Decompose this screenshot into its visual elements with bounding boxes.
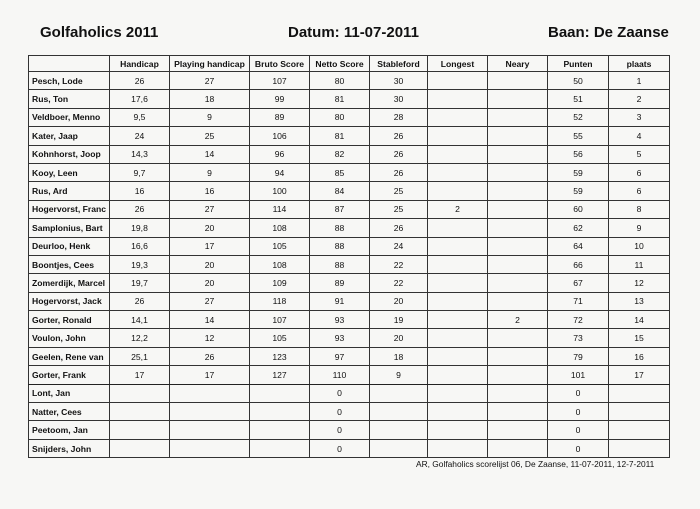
- table-cell: [370, 421, 428, 439]
- table-cell: 5: [609, 145, 670, 163]
- document-course: Baan: De Zaanse: [548, 24, 669, 41]
- table-cell: 8: [609, 200, 670, 218]
- table-cell: 94: [250, 163, 310, 181]
- table-cell: [370, 439, 428, 457]
- table-cell: 26: [110, 292, 170, 310]
- table-cell: 0: [310, 403, 370, 421]
- table-cell: [170, 439, 250, 457]
- table-cell: [428, 347, 488, 365]
- table-cell: 26: [370, 219, 428, 237]
- table-cell: 26: [110, 72, 170, 90]
- table-cell: 20: [170, 255, 250, 273]
- table-cell: 28: [370, 108, 428, 126]
- table-row: [29, 182, 670, 200]
- table-cell: [428, 366, 488, 384]
- table-cell: [488, 145, 548, 163]
- player-name-cell: Geelen, Rene van: [29, 347, 110, 365]
- table-cell: 12,2: [110, 329, 170, 347]
- table-cell: 0: [548, 403, 609, 421]
- table-cell: 16: [609, 347, 670, 365]
- table-cell: 52: [548, 108, 609, 126]
- table-cell: 0: [548, 439, 609, 457]
- document-date: Datum: 11-07-2011: [288, 24, 419, 41]
- table-row: [29, 329, 670, 347]
- table-cell: [609, 403, 670, 421]
- table-cell: 14: [170, 311, 250, 329]
- table-cell: [488, 292, 548, 310]
- table-cell: 20: [170, 274, 250, 292]
- player-name-cell: Boontjes, Cees: [29, 255, 110, 273]
- document-footer: AR, Golfaholics scorelijst 06, De Zaanse, 11-07-2011, 12-7-2011: [416, 459, 655, 469]
- table-cell: 9: [170, 163, 250, 181]
- table-cell: 0: [310, 384, 370, 402]
- table-cell: 9: [609, 219, 670, 237]
- table-row: [29, 255, 670, 273]
- table-cell: 80: [310, 108, 370, 126]
- table-row: [29, 127, 670, 145]
- table-cell: 81: [310, 90, 370, 108]
- table-cell: [488, 182, 548, 200]
- table-cell: 108: [250, 219, 310, 237]
- player-name-cell: Hogervorst, Jack: [29, 292, 110, 310]
- table-cell: 62: [548, 219, 609, 237]
- table-cell: 9: [170, 108, 250, 126]
- table-cell: 14: [170, 145, 250, 163]
- column-header: Neary: [488, 56, 548, 72]
- table-cell: 17: [110, 366, 170, 384]
- table-cell: 1: [609, 72, 670, 90]
- table-cell: 26: [110, 200, 170, 218]
- table-cell: 9,7: [110, 163, 170, 181]
- table-cell: [488, 90, 548, 108]
- table-cell: [488, 421, 548, 439]
- table-cell: [488, 72, 548, 90]
- document-title: Golfaholics 2011: [40, 24, 159, 41]
- table-cell: 14,3: [110, 145, 170, 163]
- table-cell: [250, 384, 310, 402]
- table-cell: 114: [250, 200, 310, 218]
- player-name-cell: Gorter, Frank: [29, 366, 110, 384]
- table-cell: 79: [548, 347, 609, 365]
- table-cell: 2: [488, 311, 548, 329]
- table-cell: 6: [609, 182, 670, 200]
- table-cell: 97: [310, 347, 370, 365]
- table-row: [29, 421, 670, 439]
- table-cell: 93: [310, 311, 370, 329]
- table-cell: 26: [370, 145, 428, 163]
- table-cell: 17: [170, 366, 250, 384]
- table-cell: 0: [310, 421, 370, 439]
- table-cell: [250, 421, 310, 439]
- player-name-cell: Peetoom, Jan: [29, 421, 110, 439]
- player-name-cell: Snijders, John: [29, 439, 110, 457]
- table-row: [29, 366, 670, 384]
- table-cell: 16,6: [110, 237, 170, 255]
- table-row: [29, 347, 670, 365]
- table-cell: 81: [310, 127, 370, 145]
- table-cell: 80: [310, 72, 370, 90]
- player-name-cell: Natter, Cees: [29, 403, 110, 421]
- table-row: [29, 90, 670, 108]
- table-header-row: [29, 56, 670, 72]
- table-cell: [428, 292, 488, 310]
- table-cell: 96: [250, 145, 310, 163]
- table-cell: 17,6: [110, 90, 170, 108]
- table-cell: 18: [170, 90, 250, 108]
- table-cell: 106: [250, 127, 310, 145]
- table-cell: [370, 403, 428, 421]
- table-body: [29, 72, 670, 458]
- table-row: [29, 145, 670, 163]
- table-cell: 0: [548, 421, 609, 439]
- table-cell: [428, 311, 488, 329]
- table-cell: 88: [310, 219, 370, 237]
- player-name-cell: Kooy, Leen: [29, 163, 110, 181]
- table-cell: [428, 384, 488, 402]
- table-cell: 25,1: [110, 347, 170, 365]
- table-cell: 56: [548, 145, 609, 163]
- column-header: Playing handicap: [170, 56, 250, 72]
- table-cell: 66: [548, 255, 609, 273]
- table-cell: 24: [110, 127, 170, 145]
- table-cell: 17: [170, 237, 250, 255]
- table-cell: [170, 403, 250, 421]
- table-cell: 9: [370, 366, 428, 384]
- table-cell: 85: [310, 163, 370, 181]
- table-cell: [428, 219, 488, 237]
- table-cell: 123: [250, 347, 310, 365]
- table-cell: 27: [170, 72, 250, 90]
- table-cell: 109: [250, 274, 310, 292]
- table-cell: [488, 237, 548, 255]
- table-cell: 99: [250, 90, 310, 108]
- table-cell: [370, 384, 428, 402]
- table-row: [29, 72, 670, 90]
- table-cell: 18: [370, 347, 428, 365]
- table-row: [29, 292, 670, 310]
- score-table: [28, 55, 670, 458]
- table-cell: [428, 421, 488, 439]
- table-cell: 100: [250, 182, 310, 200]
- table-cell: [428, 329, 488, 347]
- player-name-cell: Voulon, John: [29, 329, 110, 347]
- table-cell: [488, 108, 548, 126]
- table-cell: [488, 347, 548, 365]
- player-name-cell: Rus, Ard: [29, 182, 110, 200]
- table-cell: 13: [609, 292, 670, 310]
- table-cell: 26: [370, 127, 428, 145]
- table-cell: [488, 274, 548, 292]
- table-cell: 91: [310, 292, 370, 310]
- table-cell: [110, 384, 170, 402]
- table-cell: [609, 439, 670, 457]
- table-cell: 2: [428, 200, 488, 218]
- table-cell: 127: [250, 366, 310, 384]
- table-cell: 71: [548, 292, 609, 310]
- table-cell: [170, 384, 250, 402]
- table-cell: [428, 439, 488, 457]
- table-cell: 20: [370, 329, 428, 347]
- table-cell: 27: [170, 200, 250, 218]
- player-name-cell: Veldboer, Menno: [29, 108, 110, 126]
- column-header: Handicap: [110, 56, 170, 72]
- table-cell: [428, 163, 488, 181]
- table-cell: [110, 403, 170, 421]
- table-cell: 10: [609, 237, 670, 255]
- table-row: [29, 200, 670, 218]
- table-cell: 60: [548, 200, 609, 218]
- column-header: Punten: [548, 56, 609, 72]
- table-cell: [609, 384, 670, 402]
- table-cell: [488, 127, 548, 145]
- table-row: [29, 163, 670, 181]
- table-cell: 20: [170, 219, 250, 237]
- table-cell: [250, 439, 310, 457]
- player-name-cell: Zomerdijk, Marcel: [29, 274, 110, 292]
- table-cell: 22: [370, 274, 428, 292]
- table-cell: 14,1: [110, 311, 170, 329]
- document-header: [0, 24, 700, 46]
- table-cell: [488, 200, 548, 218]
- table-cell: 25: [170, 127, 250, 145]
- table-cell: 0: [310, 439, 370, 457]
- table-cell: 50: [548, 72, 609, 90]
- table-row: [29, 219, 670, 237]
- table-cell: 88: [310, 255, 370, 273]
- table-row: [29, 274, 670, 292]
- table-cell: 51: [548, 90, 609, 108]
- table-cell: [488, 366, 548, 384]
- table-cell: [428, 182, 488, 200]
- player-name-cell: Gorter, Ronald: [29, 311, 110, 329]
- table-cell: 105: [250, 329, 310, 347]
- table-cell: [428, 255, 488, 273]
- table-cell: [428, 403, 488, 421]
- table-cell: [488, 403, 548, 421]
- table-cell: 110: [310, 366, 370, 384]
- table-cell: 14: [609, 311, 670, 329]
- table-cell: 73: [548, 329, 609, 347]
- table-cell: [488, 439, 548, 457]
- table-cell: 19,3: [110, 255, 170, 273]
- table-row: [29, 237, 670, 255]
- table-cell: 101: [548, 366, 609, 384]
- table-cell: 17: [609, 366, 670, 384]
- table-cell: 19,7: [110, 274, 170, 292]
- table-cell: [428, 72, 488, 90]
- table-cell: 30: [370, 90, 428, 108]
- table-cell: 64: [548, 237, 609, 255]
- table-cell: 4: [609, 127, 670, 145]
- column-header: Stableford: [370, 56, 428, 72]
- table-cell: 89: [250, 108, 310, 126]
- table-cell: 67: [548, 274, 609, 292]
- table-row: [29, 108, 670, 126]
- table-cell: [488, 219, 548, 237]
- table-cell: 107: [250, 311, 310, 329]
- table-cell: [170, 421, 250, 439]
- table-cell: [609, 421, 670, 439]
- table-row: [29, 439, 670, 457]
- table-cell: 89: [310, 274, 370, 292]
- column-header: Bruto Score: [250, 56, 310, 72]
- table-cell: 19: [370, 311, 428, 329]
- table-cell: [488, 255, 548, 273]
- table-cell: 25: [370, 182, 428, 200]
- table-cell: [428, 108, 488, 126]
- table-cell: 15: [609, 329, 670, 347]
- table-cell: 59: [548, 182, 609, 200]
- player-name-cell: Hogervorst, Franc: [29, 200, 110, 218]
- table-cell: 72: [548, 311, 609, 329]
- table-cell: 25: [370, 200, 428, 218]
- table-cell: 118: [250, 292, 310, 310]
- table-cell: 16: [170, 182, 250, 200]
- table-cell: 2: [609, 90, 670, 108]
- table-cell: 20: [370, 292, 428, 310]
- table-cell: 12: [609, 274, 670, 292]
- player-name-cell: Lont, Jan: [29, 384, 110, 402]
- column-header-name: [29, 56, 110, 72]
- table-cell: [110, 421, 170, 439]
- table-cell: 11: [609, 255, 670, 273]
- table-cell: 9,5: [110, 108, 170, 126]
- table-cell: 105: [250, 237, 310, 255]
- table-cell: 16: [110, 182, 170, 200]
- table-row: [29, 403, 670, 421]
- table-cell: 108: [250, 255, 310, 273]
- table-row: [29, 384, 670, 402]
- table-cell: 26: [170, 347, 250, 365]
- table-cell: 6: [609, 163, 670, 181]
- player-name-cell: Rus, Ton: [29, 90, 110, 108]
- table-cell: 59: [548, 163, 609, 181]
- table-cell: 107: [250, 72, 310, 90]
- table-cell: 26: [370, 163, 428, 181]
- table-cell: 27: [170, 292, 250, 310]
- table-cell: 12: [170, 329, 250, 347]
- table-row: [29, 311, 670, 329]
- column-header: Netto Score: [310, 56, 370, 72]
- player-name-cell: Kater, Jaap: [29, 127, 110, 145]
- table-cell: 0: [548, 384, 609, 402]
- player-name-cell: Pesch, Lode: [29, 72, 110, 90]
- table-cell: [488, 384, 548, 402]
- table-cell: 55: [548, 127, 609, 145]
- table-cell: [488, 163, 548, 181]
- player-name-cell: Kohnhorst, Joop: [29, 145, 110, 163]
- player-name-cell: Deurloo, Henk: [29, 237, 110, 255]
- table-cell: 84: [310, 182, 370, 200]
- player-name-cell: Samplonius, Bart: [29, 219, 110, 237]
- table-cell: [428, 145, 488, 163]
- column-header: Longest: [428, 56, 488, 72]
- table-cell: [110, 439, 170, 457]
- table-cell: 82: [310, 145, 370, 163]
- table-cell: 87: [310, 200, 370, 218]
- table-cell: [250, 403, 310, 421]
- table-cell: 30: [370, 72, 428, 90]
- table-cell: 19,8: [110, 219, 170, 237]
- table-cell: [428, 237, 488, 255]
- table-cell: 24: [370, 237, 428, 255]
- table-cell: [428, 127, 488, 145]
- table-cell: 93: [310, 329, 370, 347]
- table-cell: 3: [609, 108, 670, 126]
- table-cell: 88: [310, 237, 370, 255]
- table-cell: 22: [370, 255, 428, 273]
- column-header: plaats: [609, 56, 670, 72]
- table-cell: [428, 274, 488, 292]
- table-cell: [428, 90, 488, 108]
- table-cell: [488, 329, 548, 347]
